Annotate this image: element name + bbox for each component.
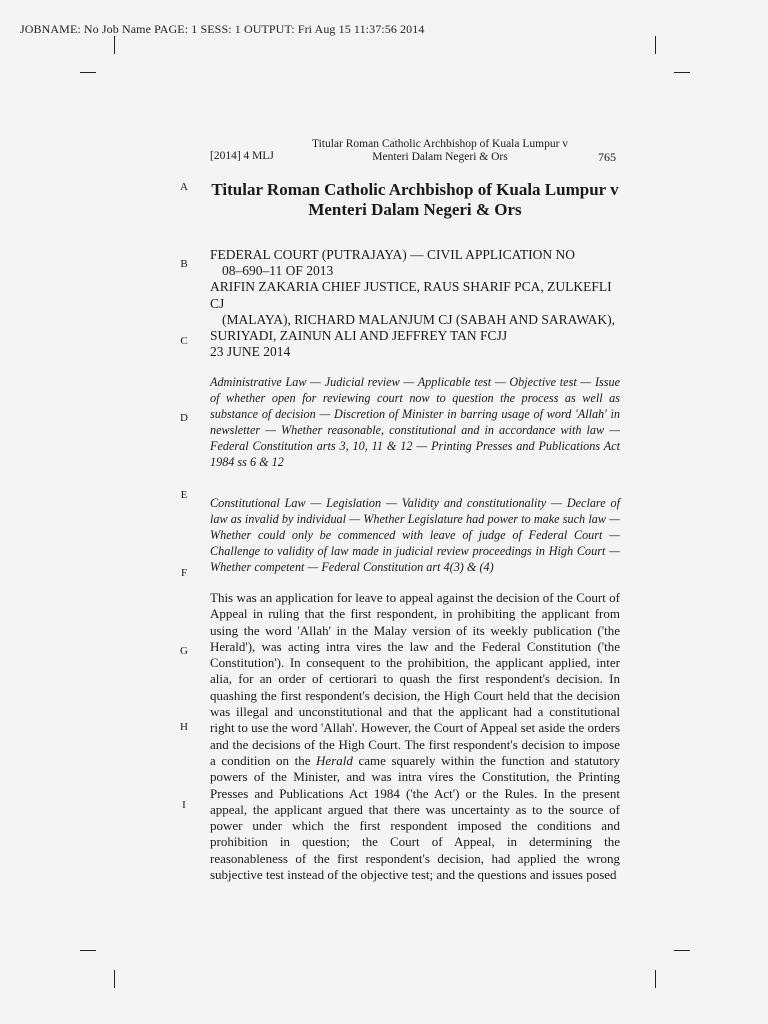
- margin-letter-e: E: [180, 489, 188, 501]
- margin-letter-a: A: [180, 181, 188, 193]
- page-number: 765: [598, 150, 616, 164]
- margin-letter-h: H: [180, 721, 188, 733]
- headnote-paragraph: [210, 590, 620, 883]
- crop-mark-top-right-h: [674, 72, 690, 73]
- headnote-text-part-2: came squarely within the function and statutory powers of the Minister, and was intra vires the Constitution, the Printing Presses and Publications Act 1984 ('the Act') or the Rules. In the present appeal, the applicant argued that there was uncertainty as to the source of power under which the first respondent imposed the conditions and prohibition in question; the Court of Appeal, in determining the reasonableness of the first respondent's decision, had applied the wrong subjective test instead of the objective test; and the questions and issues posed: [210, 752, 621, 883]
- headnote-text-part-1: This was an application for leave to appeal against the decision of the Court of Appeal in ruling that the first respondent, in prohibiting the applicant from using the word 'Allah' in the Malay version of its weekly publication ('the Herald'), was acting intra vires the law and the Federal Constitution ('the Constitution'). In consequent to the prohibition, the applicant applied, inter alia, for an order of certiorari to quash the first respondent's decision. In quashing the first respondent's decision, the High Court held that the decision was illegal and unconstitutional and that the applicant had a constitutional right to use the word 'Allah'. However, the Court of Appeal set aside the orders and the decisions of the High Court. The first respondent's decision to impose a condition on the: [210, 590, 620, 768]
- case-title-line-1: Titular Roman Catholic Archbishop of Kuala Lumpur v: [211, 180, 619, 199]
- decision-date: 23 JUNE 2014: [210, 344, 291, 360]
- crop-mark-bottom-right-v: [655, 970, 656, 988]
- crop-mark-bottom-left-v: [114, 970, 115, 988]
- running-head-line-1: Titular Roman Catholic Archbishop of Kuala Lumpur v: [311, 138, 569, 150]
- crop-mark-bottom-left-h: [80, 950, 96, 951]
- case-title-line-2: Menteri Dalam Negeri & Ors: [308, 200, 522, 219]
- judges-line-2: (MALAYA), RICHARD MALANJUM CJ (SABAH AND SARAWAK),: [222, 311, 615, 327]
- margin-letter-i: I: [182, 799, 186, 811]
- print-job-header: JOBNAME: No Job Name PAGE: 1 SESS: 1 OUTPUT: Fri Aug 15 11:37:56 2014: [20, 22, 425, 36]
- margin-letter-c: C: [180, 335, 188, 347]
- court-application-line: FEDERAL COURT (PUTRAJAYA) — CIVIL APPLICATION NO: [210, 247, 575, 262]
- judges-line-3: SURIYADI, ZAINUN ALI AND JEFFREY TAN FCJJ: [210, 328, 508, 344]
- margin-letter-d: D: [180, 412, 188, 424]
- margin-letter-f: F: [180, 567, 188, 579]
- crop-mark-top-left-v: [114, 36, 115, 54]
- crop-mark-bottom-right-h: [674, 950, 690, 951]
- case-title: [210, 180, 620, 220]
- margin-letter-g: G: [180, 645, 188, 657]
- court-information: [210, 247, 620, 360]
- catchwords-constitutional-law: Constitutional Law — Legislation — Validity and constitutionality — Declare of law as invalid by individual — Whether Legislature had power to make such law — Whether could only be commenced with leave of judge of Federal Court — Challenge to validity of law made in judicial review proceedings in High Court — Whether competent — Federal Constitution art 4(3) & (4): [210, 496, 620, 574]
- running-head-case-name: [300, 138, 580, 164]
- margin-letter-b: B: [180, 258, 188, 270]
- catchwords-administrative-law: Administrative Law — Judicial review — Applicable test — Objective test — Issue of whether open for reviewing court now to question the process as well as substance of decision — Discretion of Minister in barring usage of word 'Allah' in newsletter — Whether reasonable, constitutional and in accordance with law — Federal Constitution arts 3, 10, 11 & 12 — Printing Presses and Publications Act 1984 ss 6 & 12: [210, 375, 620, 469]
- application-number: 08–690–11 OF 2013: [222, 263, 334, 279]
- running-head-citation: [2014] 4 MLJ: [210, 150, 274, 162]
- judges-line-1: ARIFIN ZAKARIA CHIEF JUSTICE, RAUS SHARIF PCA, ZULKEFLI CJ: [210, 279, 612, 311]
- crop-mark-top-left-h: [80, 72, 96, 73]
- running-head-line-2: Menteri Dalam Negeri & Ors: [372, 151, 508, 163]
- herald-italic: Herald: [316, 752, 353, 768]
- crop-mark-top-right-v: [655, 36, 656, 54]
